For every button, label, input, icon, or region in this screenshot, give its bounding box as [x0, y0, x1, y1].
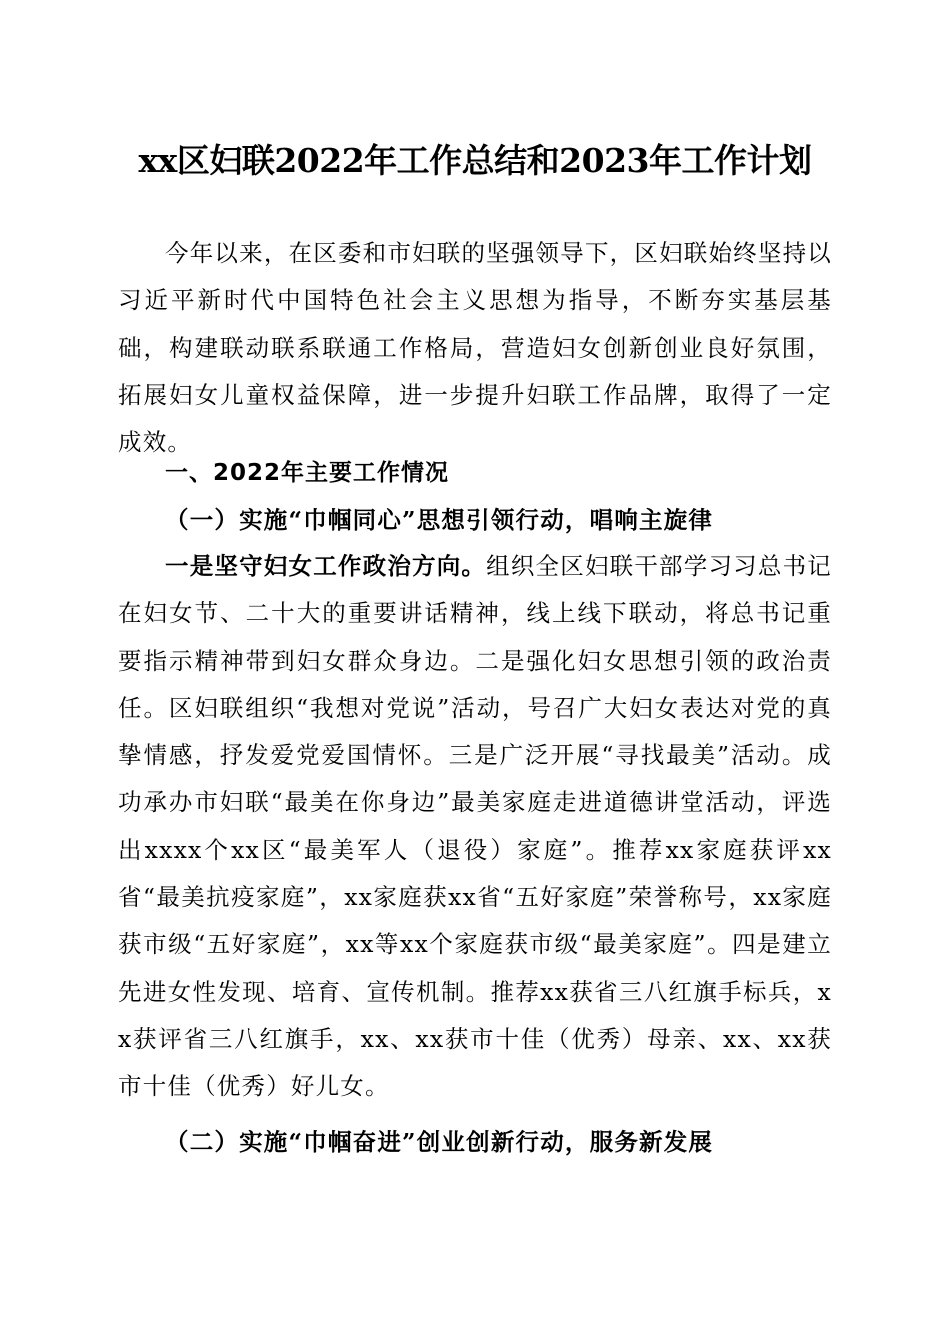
intro-paragraph: 今年以来，在区委和市妇联的坚强领导下，区妇联始终坚持以习近平新时代中国特色社会主义思想为指导，不断夯实基层基础，构建联动联系联通工作格局，营造妇女创新创业良好氛围，拓展妇女儿童权益保障，进一步提升妇联工作品牌，取得了一定成效。: [118, 239, 832, 457]
document-title: xx区妇联2022年工作总结和2023年工作计划: [138, 141, 812, 180]
section-heading-1: 一、2022年主要工作情况: [165, 460, 450, 486]
subsection-heading-1: （一）实施“巾帼同心”思想引领行动，唱响主旋律: [165, 506, 714, 534]
paragraph-body: 组织全区妇联干部学习习总书记在妇女节、二十大的重要讲话精神，线上线下联动，将总书记重要指示精神带到妇女群众身边。二是强化妇女思想引领的政治责任。区妇联组织“我想对党说”活动，号召广大妇女表达对党的真挚情感，抒发爱党爱国情怀。三是广泛开展“寻找最美”活动。成功承办市妇联“最美在你身边”最美家庭走进道德讲堂活动，评选出xxxx个xx区“最美军人（退役）家庭”。推荐xx家庭获评xx省“最美抗疫家庭”，xx家庭获xx省“五好家庭”荣誉称号，xx家庭获市级“五好家庭”，xx等xx个家庭获市级“最美家庭”。四是建立先进女性发现、培育、宣传机制。推荐xx获省三八红旗手标兵，xx获评省三八红旗手，xx、xx获市十佳（优秀）母亲、xx、xx获市十佳（优秀）好儿女。: [118, 552, 832, 1101]
paragraph-lead: 一是坚守妇女工作政治方向。: [165, 552, 487, 580]
subsection-heading-2: （二）实施“巾帼奋进”创业创新行动，服务新发展: [165, 1128, 714, 1156]
subsection-1-paragraph: [118, 543, 832, 1111]
